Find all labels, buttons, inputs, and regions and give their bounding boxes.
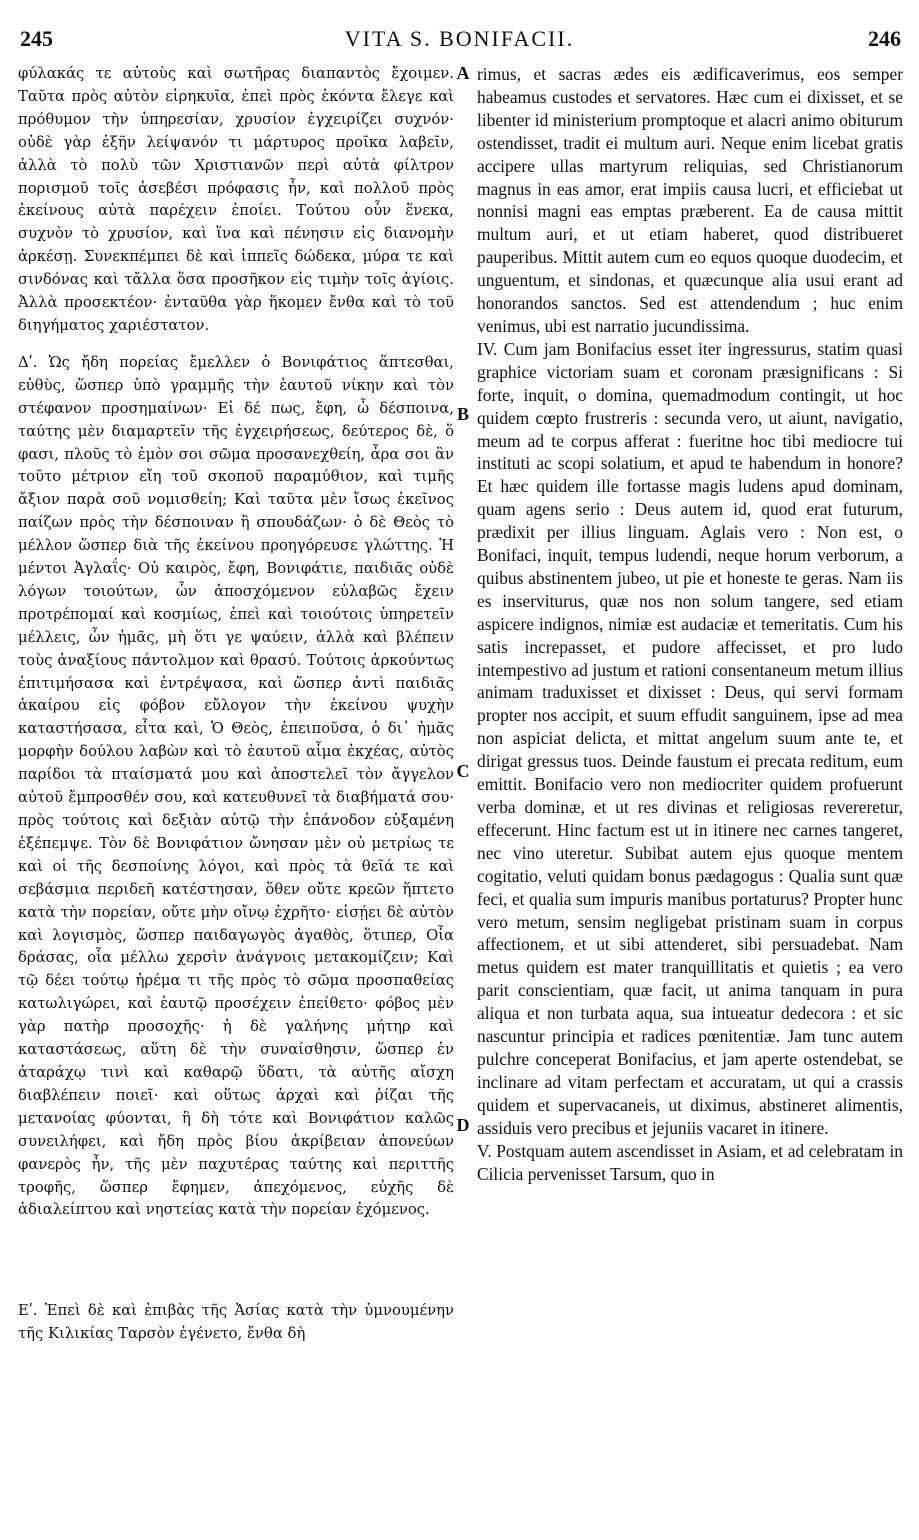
margin-marker-a: A [456, 63, 470, 83]
page-number-right: 246 [868, 26, 901, 51]
greek-paragraph-4: Δʹ. Ὡς ἤδη πορείας ἔμελλεν ὁ Βονιφάτιος ἅπτεσθαι, εὐθὺς, ὥσπερ ὑπὸ γραμμῆς τὴν ἑαυτοῦ νίκην καὶ τὸν στέφανον προσημαίνων· Εἰ δέ πως, ἔφη, ὦ δέσποινα, ταύτης μὲν διαμαρτεῖν τῆς ἐγχειρήσεως, δεύτερος δὲ, ὅ φασι, πλοῦς τὸ ἐμὸν σοι σῶμα προσανεχθείη, ἆρα σοι ἂν τοῦτο μέτριον εἴη τοῦ σκοποῦ παραμύθιον, καὶ τιμῆς ἄξιον παρὰ σοῦ νομισθείη; Καὶ ταῦτα μὲν ἴσως ἐκεῖνος παίζων πρὸς τὴν δέσποιναν ἢ σπουδάζων· ὁ δὲ Θεὸς τὸ μέλλον ὥσπερ διὰ τῆς ἐκείνου προηγόρευσε γλώττης. Ἡ μέντοι Ἀγλαΐς· Οὐ καιρὸς, ἔφη, Βονιφάτιε, παιδιᾶς οὐδὲ λόγων τοιούτων, ὧν ἀποσχόμενον εὐλαβῶς ἔχειν προτρέπομαί καὶ κοσμίως, ἐπεὶ καὶ τοιούτοις ὑπηρετεῖν μέλλεις, ὧν ἡμᾶς, μὴ ὅτι γε ψαύειν, ἀλλὰ καὶ βλέπειν τοὺς ἀναξίους πάντολμον καὶ θρασύ. Τούτοις ἀρκούντως ἐπιτιμήσασα καὶ ἐντρέψασα, καὶ ὥσπερ ἀντὶ παιδιᾶς ἀκαίρου εἰς φόβον εὔλογον τὴν ἐκείνου ψυχὴν καταστήσασα, εἶτα καὶ, Ὁ Θεὸς, ἐπειποῦσα, ὁ δι᾽ ἡμᾶς μορφὴν δούλου λαβὼν καὶ τὸ ἑαυτοῦ αἷμα ἐκχέας, αὐτὸς παρίδοι τὰ πταίσματά μου καὶ ἀποστελεῖ τὸν ἄγγελον αὐτοῦ ἔμπροσθέν σου, καὶ κατευθυνεῖ τὰ διαβήματά σου· πρὸς τούτοις καὶ δεξιὰν αὐτῷ τὴν ἐπάνοδον εὐξαμένη ἐξέπεμψε. Τὸν δὲ Βονιφάτιον ὤνησαν μὲν οὐ μετρίως τε καὶ οἱ τῆς δεσποίνης λόγοι, καὶ πρὸς τὰ θεῖά τε καὶ σεβάσμια περιδεῆ κατέστησαν, ὅθεν οὔτε κρεῶν ἥπτετο κατὰ τὴν πορείαν, οὔτε μὴν οἴνῳ ἐχρῆτο· εἰσῄει δὲ αὐτὸν καὶ λογισμὸς, ὥσπερ παιδαγωγὸς ἀγαθὸς, ὅτιπερ, Οἷα δράσας, οἷα μέλλω χερσὶν ἀνάγνοις μετακομίζειν; Καὶ τῷ δέει τούτῳ ἠρέμα τι τῆς πρὸς τὸ σῶμα προσπαθείας κατωλιγώρει, καὶ ἑαυτῷ προσέχειν ἐπείθετο· φόβος μὲν γὰρ πατὴρ προσοχῆς· ἡ δὲ γαλήνης μήτηρ καὶ καταστάσεως, αὕτη δὲ τὴν συναίσθησιν, ὥσπερ ἐν ἀταράχῳ τινὶ καὶ καθαρῷ ὕδατι, τὰ αὐτῆς αἴσχη διαβλέπειν ποιεῖ· καὶ οὕτως ἀρχαὶ καὶ ῥίζαι τῆς μετανοίας φύονται, ἣ δὴ τότε καὶ Βονιφάτιον καλῶς συνειλήφει, καὶ ἤδη πρὸς βίου ἀκρίβειαν ἀπονεύων φανερὸς ἦν, τῆς μὲν παχυτέρας ταύτης καὶ περιττῆς τροφῆς, ὥσπερ ἔφημεν, ἀπεχόμενος, εὐχῆς δὲ ἀδιαλείπτου καὶ νηστείας κατὰ τὴν πορείαν ἐχόμενος. [18, 353, 454, 1219]
running-title: VITA S. BONIFACII. [344, 26, 575, 51]
latin-paragraph-4: IV. Cum jam Bonifacius esset iter ingressurus, statim quasi graphice victoriam suam et coronam præsignificans : Si forte, inquit, o domina, quemadmodum contingit, ut hoc quidem cœpto frustreris : secunda vero, ut aiunt, navigatio, meum ad te corpus afferat : fueritne hoc tibi mediocre tui instituti ac scopi solatium, et apud te habendum in honore? Et hæc quidem ille fortasse magis ludens apud dominam, quam agens serio : Deus autem id, quod erat futurum, prædixit per illius linguam. Aglais vero : Non est, o Bonifaci, inquit, tempus ludendi, neque horum verborum, a quibus abstinentem jubeo, ut pie et honeste te geras. Nam iis es inserviturus, quæ nos non solum tangere, sed etiam aspicere indignos, nimiæ est audaciæ et temeritatis. Cum his satis increpasset, et pudore affecisset, et pro ludo intempestivo ad justum et rationi consentaneum metum illius animam traduxisset et dixisset : Deus, qui servi formam propter nos accipit, et suum effudit sanguinem, ipse ad mea non aspiciat delicta, et mittat angelum suum ante te, et dirigat gressus tuos. Deinde faustum ei precata reditum, eum emittit. Bonifacio vero non mediocriter quidem profuerunt verba dominæ, et ut res divinas et religiosas revereretur, effecerunt. Hinc factum est ut in itinere nec carnes tangeret, nec vino uteretur. Subibat autem ejus quoque mentem cogitatio, veluti quidam bonus pædagogus : Qualia sunt quæ feci, et qualia sum impuris manibus portaturus? Propter hunc vero metum, sensim negligebat pristinam suam in corpus affectionem, et ut sibi attenderet, sibi persuadebat. Nam metus quidem est mater tranquillitatis et quietis ; ea vero parit conscientiam, quæ facit, ut anima tanquam in pura aliqua et non turbata aqua, sua intueatur dedecora : et sic nascuntur principia et radices pœnitentiæ. Jam tunc autem pulchre conceperat Bonifacius, et jam aperte ostendebat, se inclinare ad vitam perfectam et accuratam, ut qui a crassis quidem et supervacaneis, ut diximus, abstineret alimentis, assiduis vero precibus et jejuniis vacaret in itinere. [477, 338, 903, 1138]
margin-marker-b: B [456, 404, 469, 424]
margin-marker-c: C [456, 761, 470, 781]
greek-paragraph-5: Εʹ. Ἐπεὶ δὲ καὶ ἐπιβὰς τῆς Ἀσίας κατὰ τὴν ὑμνουμένην τῆς Κιλικίας Ταρσὸν ἐγένετο, ἔνθα δὴ [18, 1302, 454, 1343]
latin-paragraph-1: rimus, et sacras ædes eis ædificaverimus, eos semper habeamus custodes et servatores. Hæc cum ei dixisset, et se libenter id ministerium promptoque et alacri animo obiturum ostendisset, tradit ei multum auri. Neque enim licebat gratis accipere ullas martyrum reliquias, sed Christianorum magnus in eas amor, erat impiis causa lucri, et efficiebat ut nonnisi magni eas emptas præberent. Ea de causa mittit multum auri, et ut etiam haberet, quod distribueret pauperibus. Mittit autem cum eo equos quoque duodecim, et unguentum, et sindonas, et quæcunque alia usui erant ad honorandos sanctos. Sed est attendendum ; huc enim venimus, ubi est narratio jucundissima. [477, 64, 903, 336]
latin-column [477, 63, 903, 1185]
page-number-left: 245 [20, 26, 53, 51]
greek-paragraph-1: φύλακάς τε αὐτοὺς καὶ σωτῆρας διαπαντὸς ἔχοιμεν. Ταῦτα πρὸς αὐτὸν εἰρηκυῖα, ἐπεὶ πρὸς ἑκόντα ἔλεγε καὶ πρόθυμον τὴν ὑπηρεσίαν, χρυσίον ἐγχειρίζει συχνόν· οὐδὲ γὰρ ἐξῆν λείψανόν τι μάρτυρος προῖκα λαβεῖν, ἀλλὰ τὸ πολὺ τῶν Χριστιανῶν περὶ αὐτὰ φίλτρον πορισμοῦ τοῖς ἀσεβέσι πρόφασις ἦν, καὶ πολλοῦ πρὸς ἐκείνους αὐτὰ παρέχειν ἐποίει. Τούτου οὖν ἕνεκα, συχνὸν τὸ χρυσίον, καὶ ἵνα καὶ πένησιν εἰς διανομὴν ἀρκέσῃ. Συνεκπέμπει δὲ καὶ ἱππεῖς δώδεκα, μύρα τε καὶ σινδόνας καὶ τἄλλα ὅσα προσῆκον εἰς τιμὴν τοῖς ἁγίοις. Ἀλλὰ προσεκτέον· ἐνταῦθα γὰρ ἥκομεν ἔνθα καὶ τὸ τοῦ διηγήματος χαριέστατον. [18, 65, 454, 334]
latin-paragraph-5: V. Postquam autem ascendisset in Asiam, et ad celebratam in Cilicia pervenisset Tarsum, quo in [477, 1140, 903, 1184]
margin-marker-d: D [456, 1115, 470, 1135]
page-header [0, 0, 919, 60]
greek-column [18, 63, 454, 1346]
